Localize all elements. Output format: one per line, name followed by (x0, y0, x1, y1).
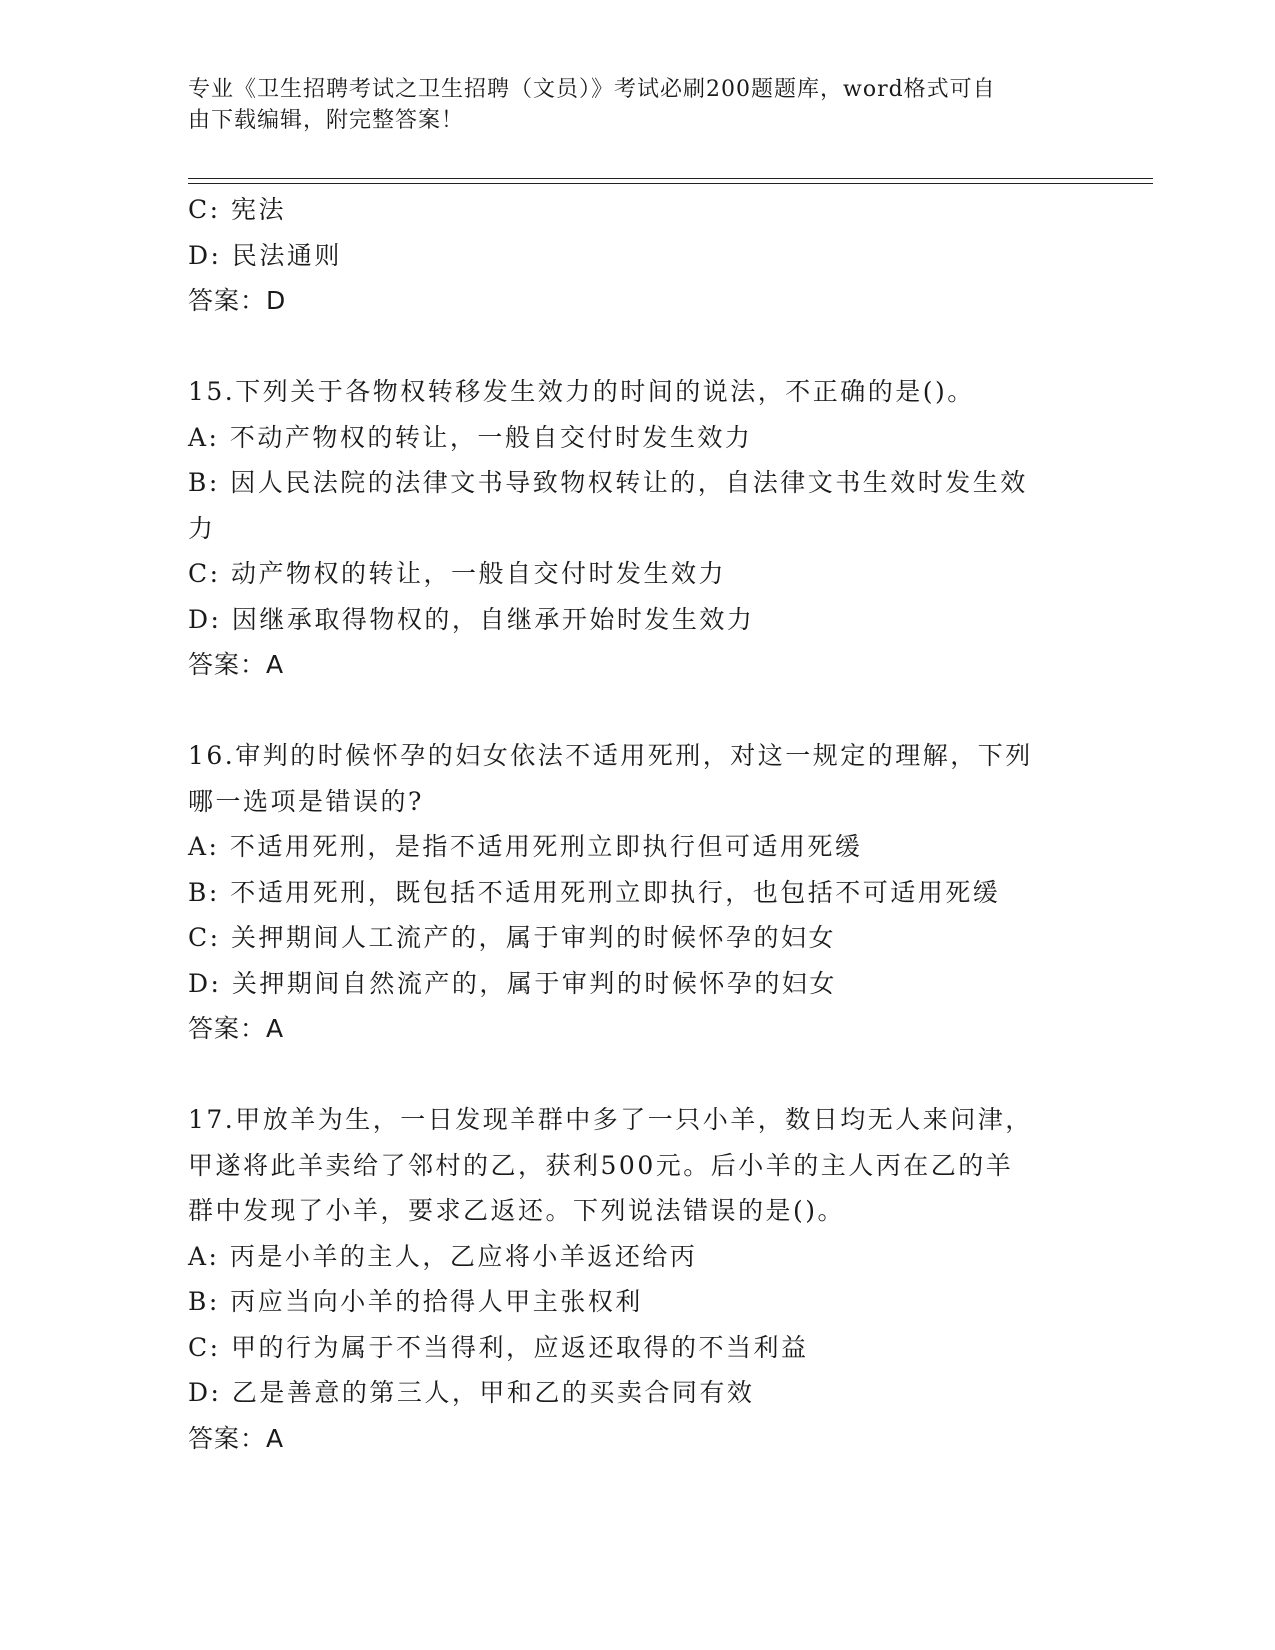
option-c: C: 宪法 (188, 195, 286, 224)
header-divider-top (188, 178, 1153, 179)
option-c: C: 甲的行为属于不当得利，应返还取得的不当利益 (188, 1332, 809, 1362)
option-a: A: 不适用死刑，是指不适用死刑立即执行但可适用死缓 (188, 832, 863, 861)
answer: 答案：A (188, 1423, 285, 1453)
option-d: D: 关押期间自然流产的，属于审判的时候怀孕的妇女 (188, 968, 837, 998)
option-b: B: 丙应当向小羊的拾得人甲主张权利 (188, 1287, 643, 1316)
option-d: D: 因继承取得物权的，自继承开始时发生效力 (188, 604, 755, 634)
answer: 答案：A (188, 650, 285, 679)
question-stem: 17.甲放羊为生，一日发现羊群中多了一只小羊，数日均无人来问津， (188, 1105, 1033, 1134)
option-d: D: 民法通则 (188, 240, 342, 270)
question-15 (188, 369, 1088, 688)
header-divider-bottom (188, 183, 1153, 184)
option-a: A: 不动产物权的转让，一般自交付时发生效力 (188, 422, 753, 452)
option-d: D: 乙是善意的第三人，甲和乙的买卖合同有效 (188, 1378, 755, 1407)
question-16 (188, 733, 1088, 1052)
option-b: B: 不适用死刑，既包括不适用死刑立即执行，也包括不可适用死缓 (188, 877, 1001, 907)
question-stem-continued: 甲遂将此羊卖给了邻村的乙，获利500元。后小羊的主人丙在乙的羊 (188, 1150, 1014, 1180)
option-a: A: 丙是小羊的主人，乙应将小羊返还给丙 (188, 1241, 698, 1271)
header-line-1: 专业《卫生招聘考试之卫生招聘（文员）》考试必刷200题题库，word格式可自 (188, 77, 996, 102)
question-stem-continued: 哪一选项是错误的? (188, 786, 424, 816)
option-c: C: 动产物权的转让，一般自交付时发生效力 (188, 559, 726, 588)
question-stem: 16.审判的时候怀孕的妇女依法不适用死刑，对这一规定的理解，下列 (188, 741, 1033, 770)
answer: 答案：A (188, 1014, 285, 1043)
option-b-continued: 力 (188, 513, 216, 543)
option-c: C: 关押期间人工流产的，属于审判的时候怀孕的妇女 (188, 923, 837, 952)
option-b: B: 因人民法院的法律文书导致物权转让的，自法律文书生效时发生效 (188, 468, 1028, 497)
prev-question (188, 187, 1088, 324)
header-line-2: 由下载编辑，附完整答案！ (188, 108, 465, 133)
question-17 (188, 1097, 1088, 1461)
page-header (188, 74, 1068, 136)
question-stem-continued: 群中发现了小羊，要求乙返还。下列说法错误的是()。 (188, 1196, 846, 1225)
question-stem: 15.下列关于各物权转移发生效力的时间的说法，不正确的是()。 (188, 377, 975, 406)
answer: 答案：D (188, 286, 287, 315)
